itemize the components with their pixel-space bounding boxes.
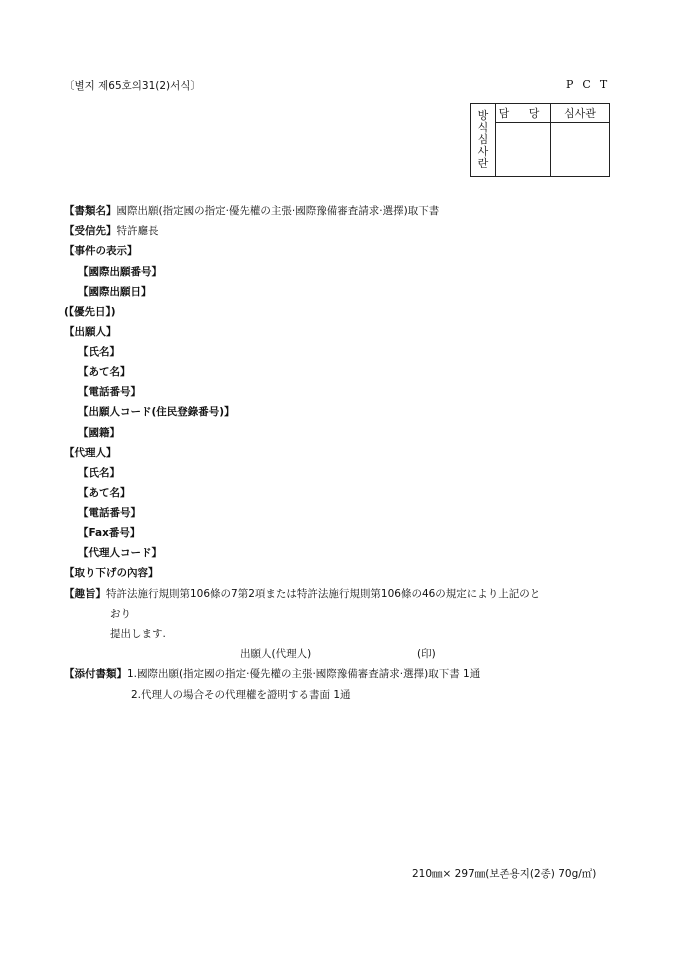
stamp-col-officer: 담 당 <box>496 104 551 123</box>
line-agent-code: 【代理人コード】 <box>78 547 162 559</box>
stamp-side-label: 방 식 심 사 란 <box>471 104 496 177</box>
stamp-col-examiner: 심사관 <box>551 104 610 123</box>
line-applicant-code: 【出願人コード(住民登錄番号)】 <box>78 406 235 418</box>
line-attachment-2: 2.代理人の場合その代理權を證明する書面 1通 <box>131 689 351 701</box>
line-applicant-phone: 【電話番号】 <box>78 386 141 398</box>
form-id: 〔별지 제65호의31(2)서식〕 <box>64 80 201 92</box>
line-applicant-address: 【あて名】 <box>78 366 131 378</box>
review-stamp-box <box>470 103 610 177</box>
line-intl-app-date: 【國際出願日】 <box>78 286 152 298</box>
line-agent-name: 【氏名】 <box>78 467 120 479</box>
line-nationality: 【國籍】 <box>78 427 120 439</box>
line-submit: 提出します. <box>110 628 166 640</box>
stamp-examiner-cell <box>551 122 610 177</box>
line-attachments: 【添付書類】1.國際出願(指定國の指定·優先權の主張·國際豫備審査請求·選擇)取下書 1通 <box>64 668 481 680</box>
line-applicant-name: 【氏名】 <box>78 346 120 358</box>
line-priority-date: (【優先日】) <box>64 306 116 318</box>
line-doc-name: 【書類名】國際出願(指定國の指定·優先權の主張·國際豫備審査請求·選擇)取下書 <box>64 205 440 217</box>
seal-mark: (印) <box>417 648 436 660</box>
pct-label: PCT <box>566 78 617 91</box>
line-applicant: 【出願人】 <box>64 326 117 338</box>
line-agent-address: 【あて名】 <box>78 487 131 499</box>
line-agent-fax: 【Fax番号】 <box>78 527 141 539</box>
line-signer: 出願人(代理人) <box>240 648 312 660</box>
line-case: 【事件の表示】 <box>64 245 138 257</box>
line-agent-phone: 【電話番号】 <box>78 507 141 519</box>
line-purpose: 【趣旨】特許法施行規則第106條の7第2項または特許法施行規則第106條の46の規定により上記のと <box>64 588 541 600</box>
stamp-officer-cell <box>496 122 551 177</box>
paper-spec-footer: 210㎜× 297㎜(보존용지(2종) 70g/㎡) <box>412 868 597 880</box>
line-agent: 【代理人】 <box>64 447 117 459</box>
line-recipient: 【受信先】特許廳長 <box>64 225 159 237</box>
line-withdrawal-content: 【取り下げの內容】 <box>64 567 159 579</box>
line-intl-app-no: 【國際出願番号】 <box>78 266 162 278</box>
line-purpose-cont: おり <box>110 608 131 620</box>
